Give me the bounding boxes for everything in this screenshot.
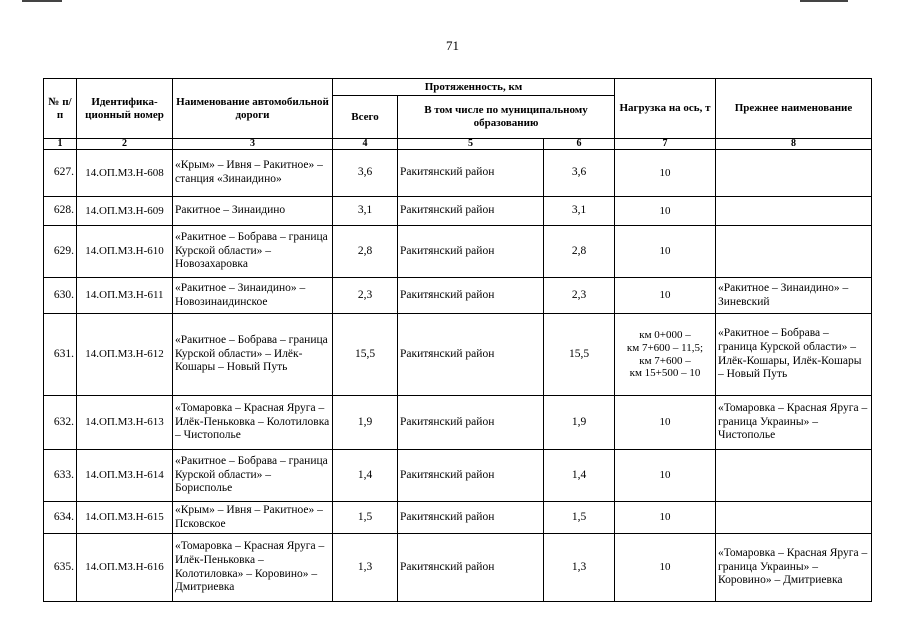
axle-load: 10 — [615, 150, 716, 197]
scan-edge-mark-left — [22, 0, 62, 2]
district: Ракитянский район — [398, 450, 544, 502]
previous-name — [716, 197, 872, 226]
district-length: 1,5 — [544, 502, 615, 534]
road-name: «Ракитное – Бобрава – граница Курской области» – Илёк-Кошары – Новый Путь — [173, 314, 333, 396]
district: Ракитянский район — [398, 502, 544, 534]
page-number: 71 — [446, 38, 459, 53]
district: Ракитянский район — [398, 278, 544, 314]
district-length: 2,3 — [544, 278, 615, 314]
road-name: «Ракитное – Бобрава – граница Курской области» – Борисполье — [173, 450, 333, 502]
roads-table — [43, 78, 872, 602]
row-number: 631. — [44, 314, 77, 396]
road-id: 14.ОП.МЗ.Н-610 — [77, 226, 173, 278]
previous-name — [716, 502, 872, 534]
table-row — [44, 150, 872, 197]
axle-load: 10 — [615, 502, 716, 534]
row-number: 632. — [44, 396, 77, 450]
previous-name: «Ракитное – Бобрава – граница Курской области» – Илёк-Кошары, Илёк-Кошары – Новый Путь — [716, 314, 872, 396]
total-length: 2,8 — [333, 226, 398, 278]
previous-name — [716, 226, 872, 278]
road-id: 14.ОП.МЗ.Н-608 — [77, 150, 173, 197]
column-number: 5 — [398, 139, 544, 150]
previous-name — [716, 150, 872, 197]
table-row — [44, 396, 872, 450]
district: Ракитянский район — [398, 150, 544, 197]
row-number: 633. — [44, 450, 77, 502]
previous-name: «Томаровка – Красная Яруга – граница Украины» – Коровино» – Дмитриевка — [716, 534, 872, 602]
table-row — [44, 197, 872, 226]
road-name: «Ракитное – Зинаидино» – Новозинаидинское — [173, 278, 333, 314]
column-number: 6 — [544, 139, 615, 150]
header-length-group: Протяженность, км — [333, 79, 615, 96]
header-total: Всего — [333, 96, 398, 139]
total-length: 1,3 — [333, 534, 398, 602]
road-id: 14.ОП.МЗ.Н-611 — [77, 278, 173, 314]
total-length: 3,6 — [333, 150, 398, 197]
road-id: 14.ОП.МЗ.Н-614 — [77, 450, 173, 502]
column-number: 2 — [77, 139, 173, 150]
column-number: 8 — [716, 139, 872, 150]
road-name: Ракитное – Зинаидино — [173, 197, 333, 226]
header-name: Наименование автомобильной дороги — [173, 79, 333, 139]
road-name: «Томаровка – Красная Яруга – Илёк-Пеньковка – Колотиловка – Чистополье — [173, 396, 333, 450]
axle-load: 10 — [615, 197, 716, 226]
row-number: 635. — [44, 534, 77, 602]
axle-load: 10 — [615, 278, 716, 314]
table-row — [44, 502, 872, 534]
district-length: 1,9 — [544, 396, 615, 450]
total-length: 1,9 — [333, 396, 398, 450]
table-row — [44, 450, 872, 502]
row-number: 629. — [44, 226, 77, 278]
header-num: № п/п — [44, 79, 77, 139]
axle-load: 10 — [615, 396, 716, 450]
road-id: 14.ОП.МЗ.Н-609 — [77, 197, 173, 226]
column-number: 7 — [615, 139, 716, 150]
district: Ракитянский район — [398, 396, 544, 450]
district: Ракитянский район — [398, 534, 544, 602]
header-municipal: В том числе по муниципальному образованию — [398, 96, 615, 139]
column-number-row — [44, 139, 872, 150]
axle-load: 10 — [615, 534, 716, 602]
previous-name: «Ракитное – Зинаидино» – Зиневский — [716, 278, 872, 314]
road-id: 14.ОП.МЗ.Н-615 — [77, 502, 173, 534]
previous-name: «Томаровка – Красная Яруга – граница Украины» – Чистополье — [716, 396, 872, 450]
previous-name — [716, 450, 872, 502]
district: Ракитянский район — [398, 226, 544, 278]
district-length: 15,5 — [544, 314, 615, 396]
header-id: Идентифика-ционный номер — [77, 79, 173, 139]
header-load: Нагрузка на ось, т — [615, 79, 716, 139]
row-number: 627. — [44, 150, 77, 197]
axle-load: 10 — [615, 226, 716, 278]
column-number: 1 — [44, 139, 77, 150]
table-row — [44, 226, 872, 278]
road-id: 14.ОП.МЗ.Н-616 — [77, 534, 173, 602]
road-name: «Крым» – Ивня – Ракитное» – станция «Зинаидино» — [173, 150, 333, 197]
road-name: «Ракитное – Бобрава – граница Курской области» – Новозахаровка — [173, 226, 333, 278]
district-length: 2,8 — [544, 226, 615, 278]
row-number: 634. — [44, 502, 77, 534]
district: Ракитянский район — [398, 314, 544, 396]
road-id: 14.ОП.МЗ.Н-613 — [77, 396, 173, 450]
total-length: 15,5 — [333, 314, 398, 396]
table-row — [44, 314, 872, 396]
total-length: 1,5 — [333, 502, 398, 534]
row-number: 628. — [44, 197, 77, 226]
total-length: 1,4 — [333, 450, 398, 502]
district-length: 1,3 — [544, 534, 615, 602]
scan-edge-mark-right — [800, 0, 848, 2]
district-length: 3,6 — [544, 150, 615, 197]
total-length: 2,3 — [333, 278, 398, 314]
road-name: «Томаровка – Красная Яруга – Илёк-Пеньковка – Колотиловка» – Коровино» – Дмитриевка — [173, 534, 333, 602]
road-name: «Крым» – Ивня – Ракитное» – Псковское — [173, 502, 333, 534]
road-id: 14.ОП.МЗ.Н-612 — [77, 314, 173, 396]
district: Ракитянский район — [398, 197, 544, 226]
district-length: 1,4 — [544, 450, 615, 502]
district-length: 3,1 — [544, 197, 615, 226]
column-number: 4 — [333, 139, 398, 150]
row-number: 630. — [44, 278, 77, 314]
column-number: 3 — [173, 139, 333, 150]
total-length: 3,1 — [333, 197, 398, 226]
axle-load: 10 — [615, 450, 716, 502]
table-row — [44, 534, 872, 602]
axle-load: км 0+000 – км 7+600 – 11,5; км 7+600 – км 15+500 – 10 — [615, 314, 716, 396]
table-row — [44, 278, 872, 314]
header-prev-name: Прежнее наименование — [716, 79, 872, 139]
